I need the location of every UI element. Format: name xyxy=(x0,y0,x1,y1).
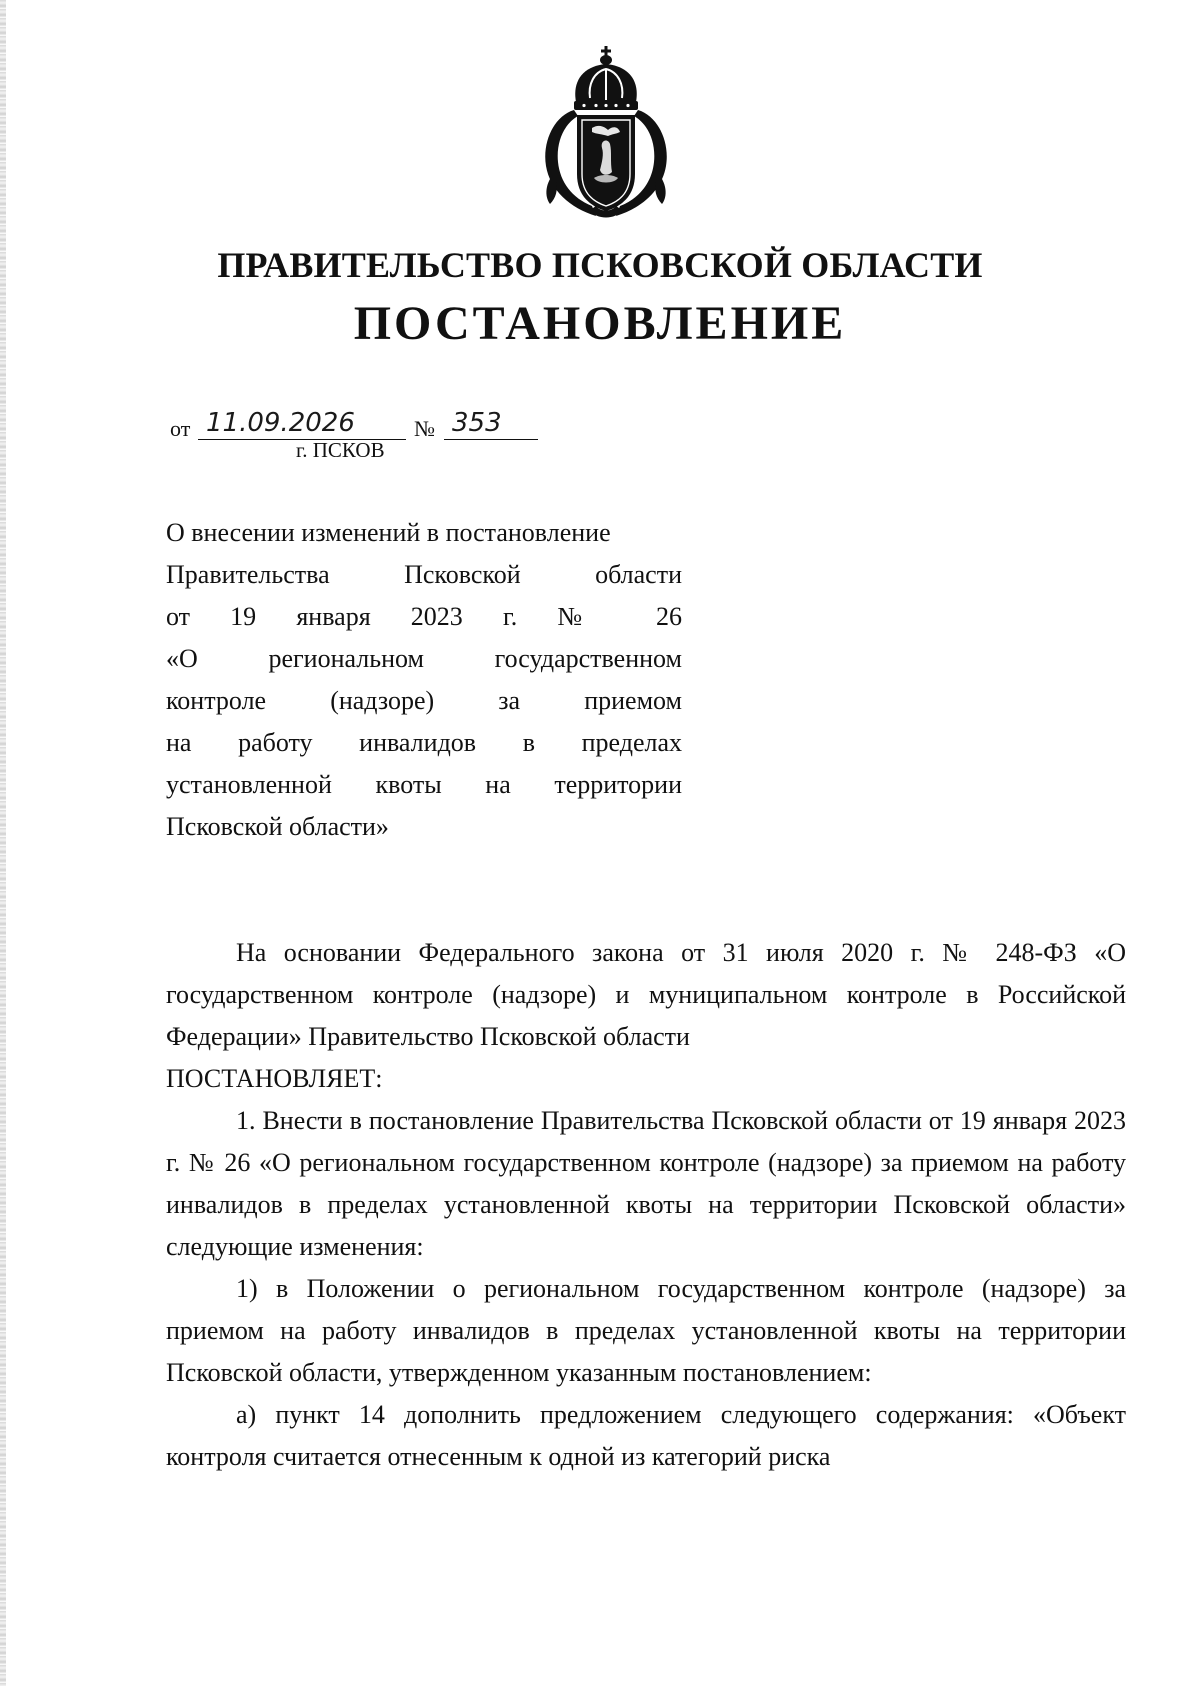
subject-line: от 19 января 2023 г. № 26 xyxy=(166,602,682,631)
organization-title: ПРАВИТЕЛЬСТВО ПСКОВСКОЙ ОБЛАСТИ xyxy=(217,245,983,285)
city-label: г. ПСКОВ xyxy=(296,438,385,462)
item-a-paragraph: а) пункт 14 дополнить предложением следующего содержания: «Объект контроля считается отнесенным к одной из категорий риска xyxy=(166,1400,1126,1471)
subject-line: Правительства Псковской области xyxy=(166,560,682,589)
subject-line: Псковской области» xyxy=(166,812,389,841)
document-body xyxy=(166,932,1126,1478)
subject-line: на работу инвалидов в пределах xyxy=(166,728,682,757)
subject-line: О внесении изменений в постановление xyxy=(166,518,611,547)
decree-word: ПОСТАНОВЛЯЕТ: xyxy=(166,1064,383,1093)
document-subject xyxy=(166,512,682,848)
subject-line: контроле (надзоре) за приемом xyxy=(166,686,682,715)
item-1-1-paragraph: 1) в Положении о региональном государственном контроле (надзоре) за приемом на работу инвалидов в пределах установленной квоты на территории Псковской области, утвержденном указанным постановлением: xyxy=(166,1274,1126,1387)
handwritten-date: 11.09.2026 xyxy=(198,408,406,440)
subject-line: «О региональном государственном xyxy=(166,644,682,673)
pskov-coat-of-arms-icon xyxy=(532,44,680,224)
document-type-heading: ПОСТАНОВЛЕНИЕ xyxy=(353,297,847,350)
number-label: № xyxy=(414,416,435,441)
date-prefix: от xyxy=(170,416,191,441)
handwritten-number: 353 xyxy=(444,408,538,440)
subject-line: установленной квоты на территории xyxy=(166,770,682,799)
preamble-paragraph: На основании Федерального закона от 31 июля 2020 г. № 248-ФЗ «О государственном контроле (надзоре) и муниципальном контроле в Российской Федерации» Правительство Псковской области xyxy=(166,938,1126,1051)
item-1-paragraph: 1. Внести в постановление Правительства Псковской области от 19 января 2023 г. № 26 «О региональном государственном контроле (надзоре) за приемом на работу инвалидов в пределах установленной квоты на территории Псковской области» следующие изменения: xyxy=(166,1106,1126,1261)
